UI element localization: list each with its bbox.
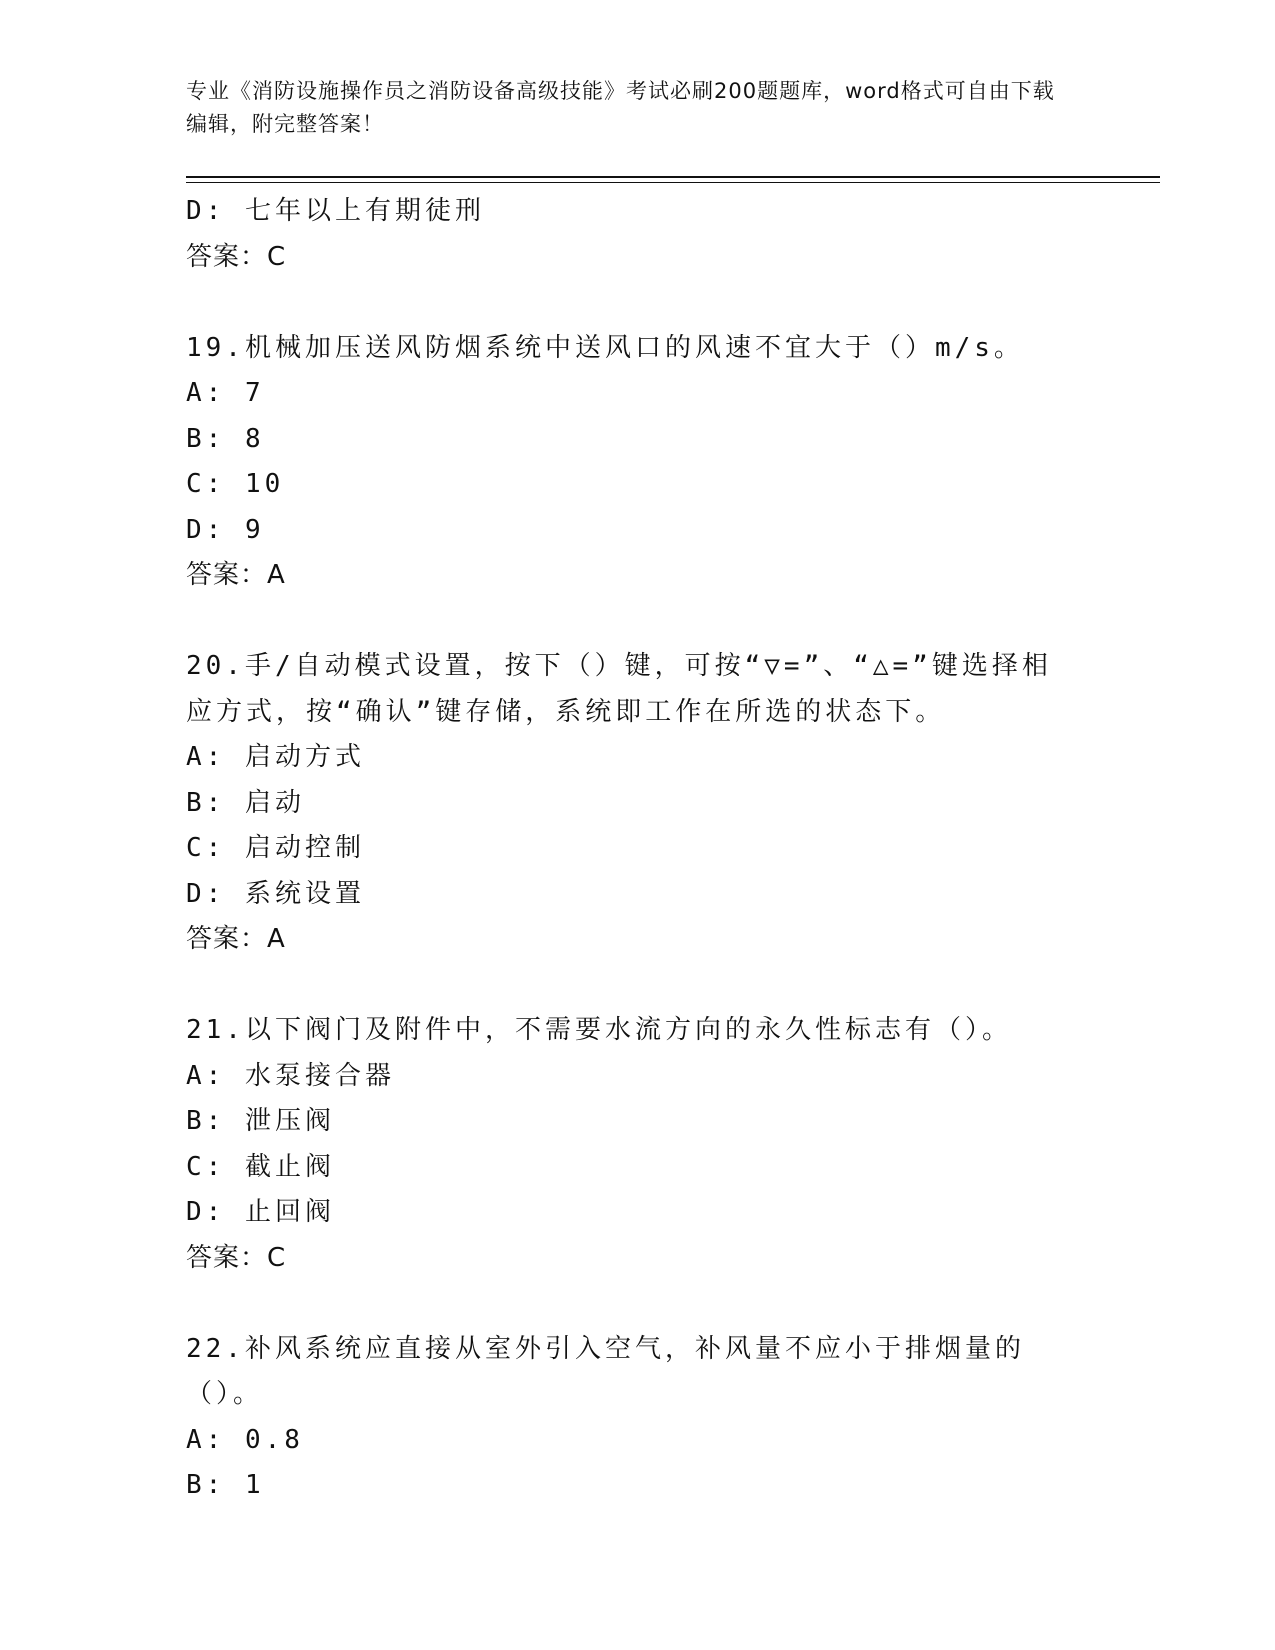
spacer [186, 280, 1076, 326]
option-line: C: 截止阀 [186, 1151, 335, 1182]
question-stem: 21.以下阀门及附件中，不需要水流方向的永久性标志有（）。 [186, 1015, 1012, 1045]
spacer [186, 1281, 1076, 1327]
option-line: B: 8 [186, 423, 265, 454]
question-stem: 20.手/自动模式设置，按下（）键，可按“▽=”、“△=”键选择相应方式，按“确认”键存储，系统即工作在所选的状态下。 [186, 651, 1052, 727]
option-line: D: 止回阀 [186, 1197, 335, 1227]
option-line: D: 七年以上有期徒刑 [186, 196, 485, 226]
option-line: A: 0.8 [186, 1424, 304, 1455]
document-header: 专业《消防设施操作员之消防设备高级技能》考试必刷200题题库，word格式可自由下载编辑，附完整答案！ [186, 79, 1055, 136]
option-line: B: 启动 [186, 787, 305, 818]
option-line: C: 10 [186, 469, 285, 499]
option-line: B: 泄压阀 [186, 1106, 335, 1136]
header-rule-thick [186, 176, 1160, 178]
option-line: A: 启动方式 [186, 742, 365, 772]
answer-line: 答案：A [186, 924, 286, 954]
question-content [186, 189, 1076, 1509]
header-rule-thin [186, 182, 1160, 183]
question-stem: 19.机械加压送风防烟系统中送风口的风速不宜大于（）m/s。 [186, 332, 1024, 363]
option-line: A: 水泵接合器 [186, 1060, 395, 1091]
option-line: D: 系统设置 [186, 878, 365, 909]
option-line: D: 9 [186, 514, 265, 545]
question-stem: 22.补风系统应直接从室外引入空气，补风量不应小于排烟量的（）。 [186, 1333, 1025, 1409]
answer-line: 答案：C [186, 1242, 287, 1273]
option-line: C: 启动控制 [186, 833, 365, 863]
spacer [186, 599, 1076, 645]
answer-line: 答案：C [186, 241, 287, 272]
option-line: A: 7 [186, 378, 265, 408]
option-line: B: 1 [186, 1470, 265, 1500]
spacer [186, 963, 1076, 1009]
answer-line: 答案：A [186, 560, 286, 590]
